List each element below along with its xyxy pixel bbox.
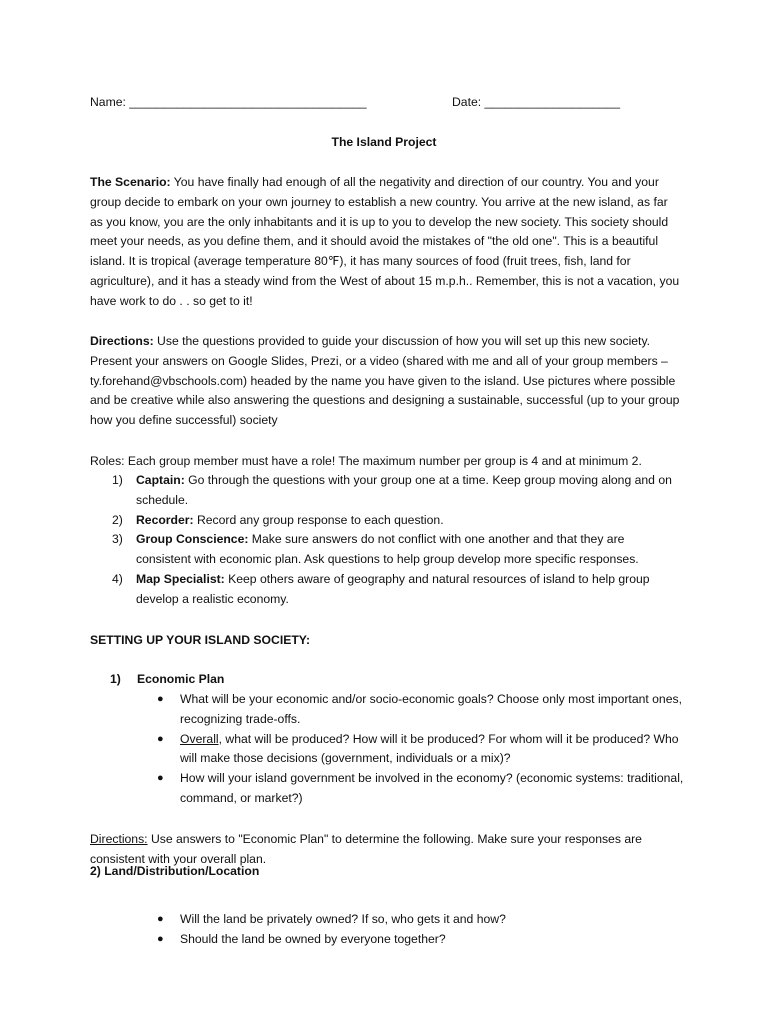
list-item [90,511,682,531]
document-title: The Island Project [331,135,437,149]
scenario-paragraph [90,173,682,312]
list-number: 2) [112,512,123,527]
bullet-text: What will be your economic and/or socio-economic goals? Choose only most important ones, recognizing trade-offs. [180,692,682,726]
bullet-icon: ● [157,932,164,945]
list-item [154,769,684,809]
scenario-label: The Scenario: [90,175,171,189]
roles-intro: Roles: Each group member must have a role! The maximum number per group is 4 and at minimum 2. [90,454,642,468]
name-field-label: Name: ___________________________________ [90,95,367,109]
list-number: 1) [112,473,123,487]
land-bullets [154,910,684,950]
list-item [90,530,682,570]
list-item [90,570,682,610]
economic-plan-bullets [154,690,684,809]
list-item [90,471,682,511]
bullet-text: How will your island government be involved in the economy? (economic systems: traditional, command, or market?) [180,771,684,805]
bullet-text: what will be produced? How will it be produced? For whom will it be produced? Who will make those decisions (government, individuals or a mix)? [180,731,679,766]
role-title: Captain: [136,473,185,487]
list-item [154,910,684,930]
setup-heading: SETTING UP YOUR ISLAND SOCIETY: [90,633,311,647]
role-text: Keep others aware of geography and natural resources of island to help group develop a realistic economy. [136,571,650,606]
directions2-text: Use answers to "Economic Plan" to determine the following. Make sure your responses are consistent with your overall plan. [90,832,642,866]
bullet-icon: ● [157,693,164,705]
list-item [154,930,684,950]
list-number: 3) [112,532,123,547]
role-text: Make sure answers do not conflict with one another and that they are consistent with economic plan. Ask questions to help group develop more specific responses. [136,532,639,567]
role-text: Go through the questions with your group one at a time. Keep group moving along and on schedule. [136,473,672,507]
directions-label: Directions: [90,334,154,348]
directions-paragraph [90,332,682,431]
bullet-emphasis: Overall, [180,731,222,746]
list-number: 4) [112,571,123,586]
roles-list [90,471,682,610]
bullet-text: Will the land be privately owned? If so, who gets it and how? [180,912,506,926]
role-title: Group Conscience: [136,532,249,547]
section-number: 1) [110,672,121,686]
scenario-text: You have finally had enough of all the negativity and direction of our country. You and your group decide to embark on your own journey to establish a new country. You arrive at the new island, as far as you know, you are the only inhabitants and it is up to you to develop the new society. This society should meet your needs, as you define them, and it should avoid the mistakes of "the old one". This is a beautiful island. It is tropical (average temperature 80℉), it has many sources of food (fruit trees, fish, land for agriculture), and it has a steady wind from the West of about 15 m.p.h.. Remember, this is not a vacation, you have work to do . . so get to it! [90,175,680,308]
header-row [90,93,690,113]
bullet-icon: ● [157,913,164,925]
role-title: Map Specialist: [136,571,225,586]
directions2-label: Directions: [90,832,148,846]
list-item [154,730,684,770]
economic-plan-heading [110,670,224,690]
bullet-icon: ● [157,772,164,785]
bullet-text: Should the land be owned by everyone together? [180,931,446,946]
role-text: Record any group response to each question. [193,512,444,527]
section-title: Economic Plan [137,672,225,686]
list-item [154,690,684,730]
date-field-label: Date: ____________________ [452,95,621,109]
role-title: Recorder: [136,512,194,527]
bullet-icon: ● [157,732,164,745]
land-heading: 2) Land/Distribution/Location [90,864,260,878]
directions-text: Use the questions provided to guide your discussion of how you will set up this new society. Present your answers on Google Slides, Prezi, or a video (shared with me and all of your group members – ty.forehand@vbschools.com) headed by the name you have given to the island. Use pictures where possible and be creative while also answering the questions and designing a sustainable, successful (up to your group how you define successful) society [90,334,680,428]
